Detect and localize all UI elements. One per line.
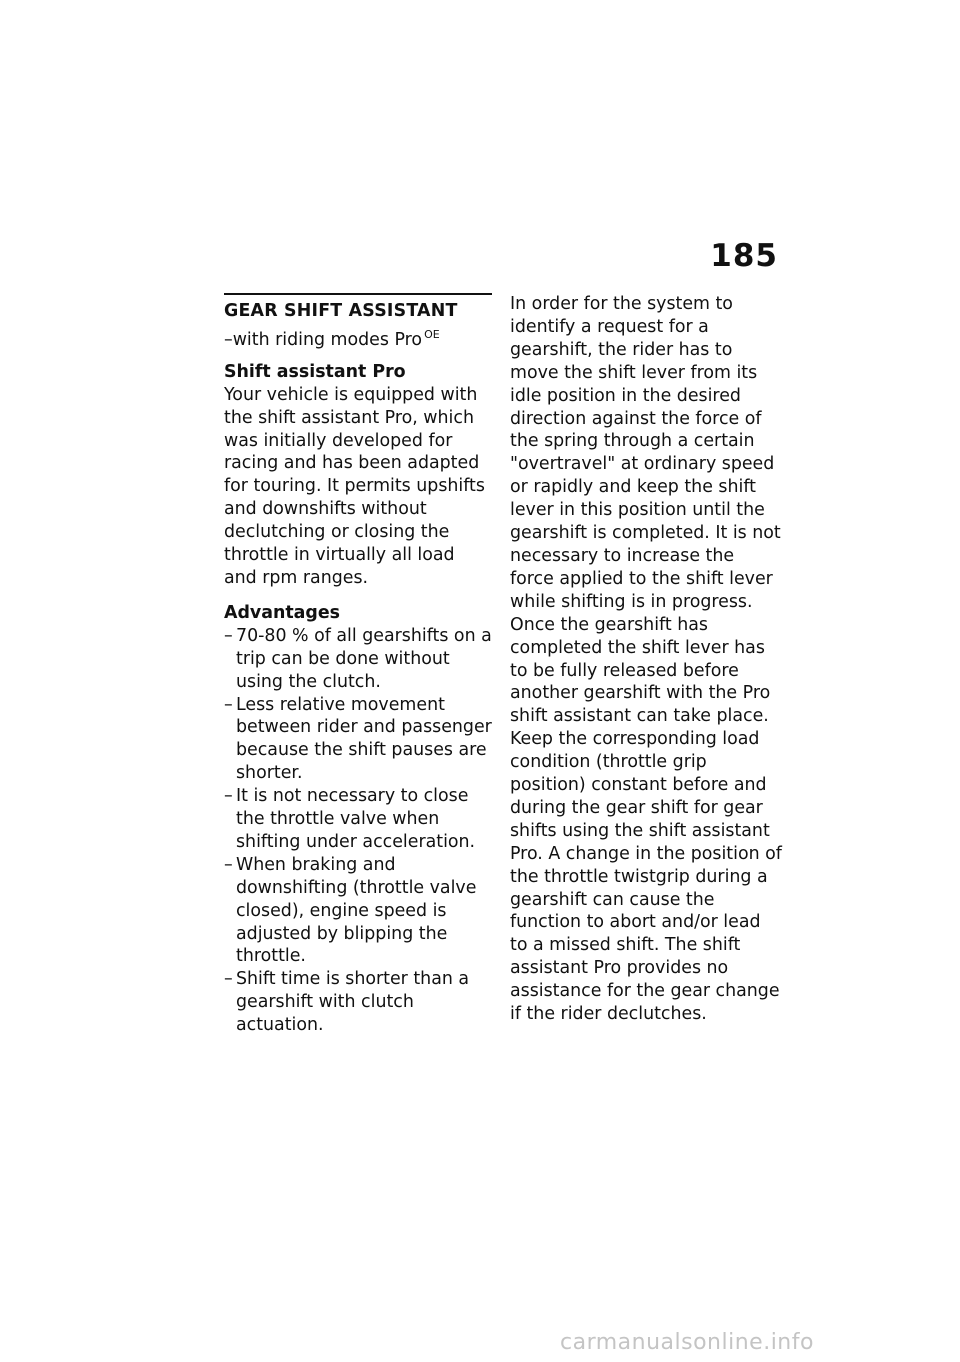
- advantage-item: – When braking and downshifting (throttle valve closed), engine speed is adjusted by blipping the throttle.: [224, 854, 492, 969]
- variant-text: –with riding modes Pro: [224, 329, 423, 350]
- page-number: 185: [710, 238, 778, 274]
- advantages-title: Advantages: [224, 602, 341, 623]
- variant-note: [224, 329, 492, 352]
- section-rule: [224, 293, 492, 295]
- section-title: GEAR SHIFT ASSISTANT: [224, 301, 458, 321]
- advantages-list: [224, 625, 492, 1037]
- intro-paragraph: Your vehicle is equipped with the shift assistant Pro, which was initially developed for racing and has been adapted for touring. It permits upshifts and downshifts without declutching or closing the throttle in virtually all load and rpm ranges.: [224, 384, 485, 588]
- advantage-item: – Less relative movement between rider and passenger because the shift pauses are shorter.: [224, 694, 492, 786]
- right-column: [510, 293, 782, 1026]
- variant-superscript: OE: [424, 327, 440, 341]
- shift-request-paragraph: In order for the system to identify a request for a gearshift, the rider has to move the shift lever from its idle position in the desired direction against the force of the spring through a certain "overtravel" at ordinary speed or rapidly and keep the shift lever in this position until the gearshift is completed. It is not necessary to increase the force applied to the shift lever while shifting is in progress. Once the gearshift has completed the shift lever has to be fully released before another gearshift with the Pro shift assistant can take place. Keep the corresponding load condition (throttle grip position) constant before and during the gear shift for gear shifts using the shift assistant Pro. A change in the position of the throttle twistgrip during a gearshift can cause the function to abort and/or lead to a missed shift. The shift assistant Pro provides no assistance for the gear change if the rider declutches.: [510, 294, 782, 1025]
- advantage-item: – It is not necessary to close the throttle valve when shifting under acceleration.: [224, 785, 492, 854]
- subheading: Shift assistant Pro: [224, 361, 406, 382]
- advantage-item: – 70-80 % of all gearshifts on a trip can be done without using the clutch.: [224, 625, 492, 694]
- watermark: carmanualsonline.info: [560, 1330, 814, 1355]
- advantage-item: – Shift time is shorter than a gearshift with clutch actuation.: [224, 968, 492, 1037]
- left-column: [224, 293, 492, 1037]
